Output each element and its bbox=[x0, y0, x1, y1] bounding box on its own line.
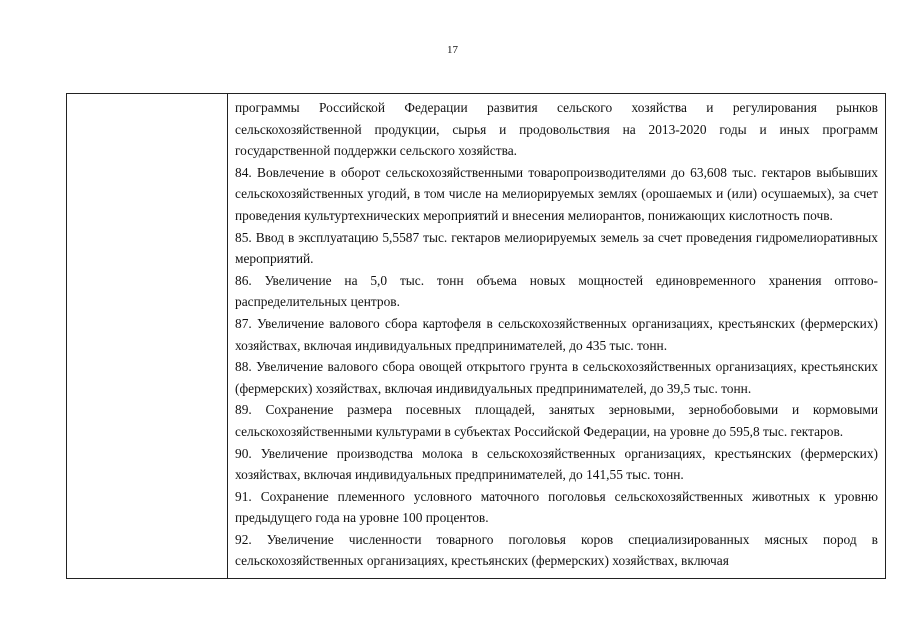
paragraph-item-91: 91. Сохранение племенного условного маточного поголовья сельскохозяйственных животных к уровню предыдущего года на уровне 100 процентов. bbox=[235, 488, 878, 526]
paragraph-item-87: 87. Увеличение валового сбора картофеля в сельскохозяйственных организациях, крестьянских (фермерских) хозяйствах, включая индивидуальных предпринимателей, до 435 тыс. тонн. bbox=[235, 315, 878, 353]
paragraph-item-86: 86. Увеличение на 5,0 тыс. тонн объема новых мощностей единовременного хранения оптово-распределительных центров. bbox=[235, 272, 878, 310]
table-left-column bbox=[66, 93, 228, 579]
paragraph-item-85: 85. Ввод в эксплуатацию 5,5587 тыс. гектаров мелиорируемых земель за счет проведения гидромелиоративных мероприятий. bbox=[235, 229, 878, 267]
paragraph-continuation: программы Российской Федерации развития сельского хозяйства и регулирования рынков сельскохозяйственной продукции, сырья и продовольствия на 2013-2020 годы и иных программ государственной поддержки сельского хозяйства. bbox=[235, 100, 878, 159]
table-cell-content bbox=[228, 94, 885, 572]
table-right-column bbox=[227, 93, 886, 579]
paragraph-item-88: 88. Увеличение валового сбора овощей открытого грунта в сельскохозяйственных организациях, крестьянских (фермерских) хозяйствах, включая индивидуальных предпринимателей, до 39,5 тыс. тонн. bbox=[235, 359, 878, 396]
paragraph-item-92: 92. Увеличение численности товарного поголовья коров специализированных мясных пород в сельскохозяйственных организациях, крестьянских (фермерских) хозяйствах, включая bbox=[235, 531, 878, 569]
paragraph-item-84: 84. Вовлечение в оборот сельскохозяйственными товаропроизводителями до 63,608 тыс. гектаров выбывших сельскохозяйственных угодий, в том числе на мелиорируемых землях (орошаемых и (или) осушаемых), за счет проведения культуртехнических мероприятий и внесения мелиорантов, понижающих кислотность почв. bbox=[235, 164, 878, 223]
paragraph-item-89: 89. Сохранение размера посевных площадей, занятых зерновыми, зернобобовыми и кормовыми сельскохозяйственными культурами в субъектах Российской Федерации, на уровне до 595,8 тыс. гектаров. bbox=[235, 402, 878, 439]
page-number: 17 bbox=[447, 44, 458, 56]
paragraph-item-90: 90. Увеличение производства молока в сельскохозяйственных организациях, крестьянских (фермерских) хозяйствах, включая индивидуальных предпринимателей, до 141,55 тыс. тонн. bbox=[235, 445, 878, 483]
